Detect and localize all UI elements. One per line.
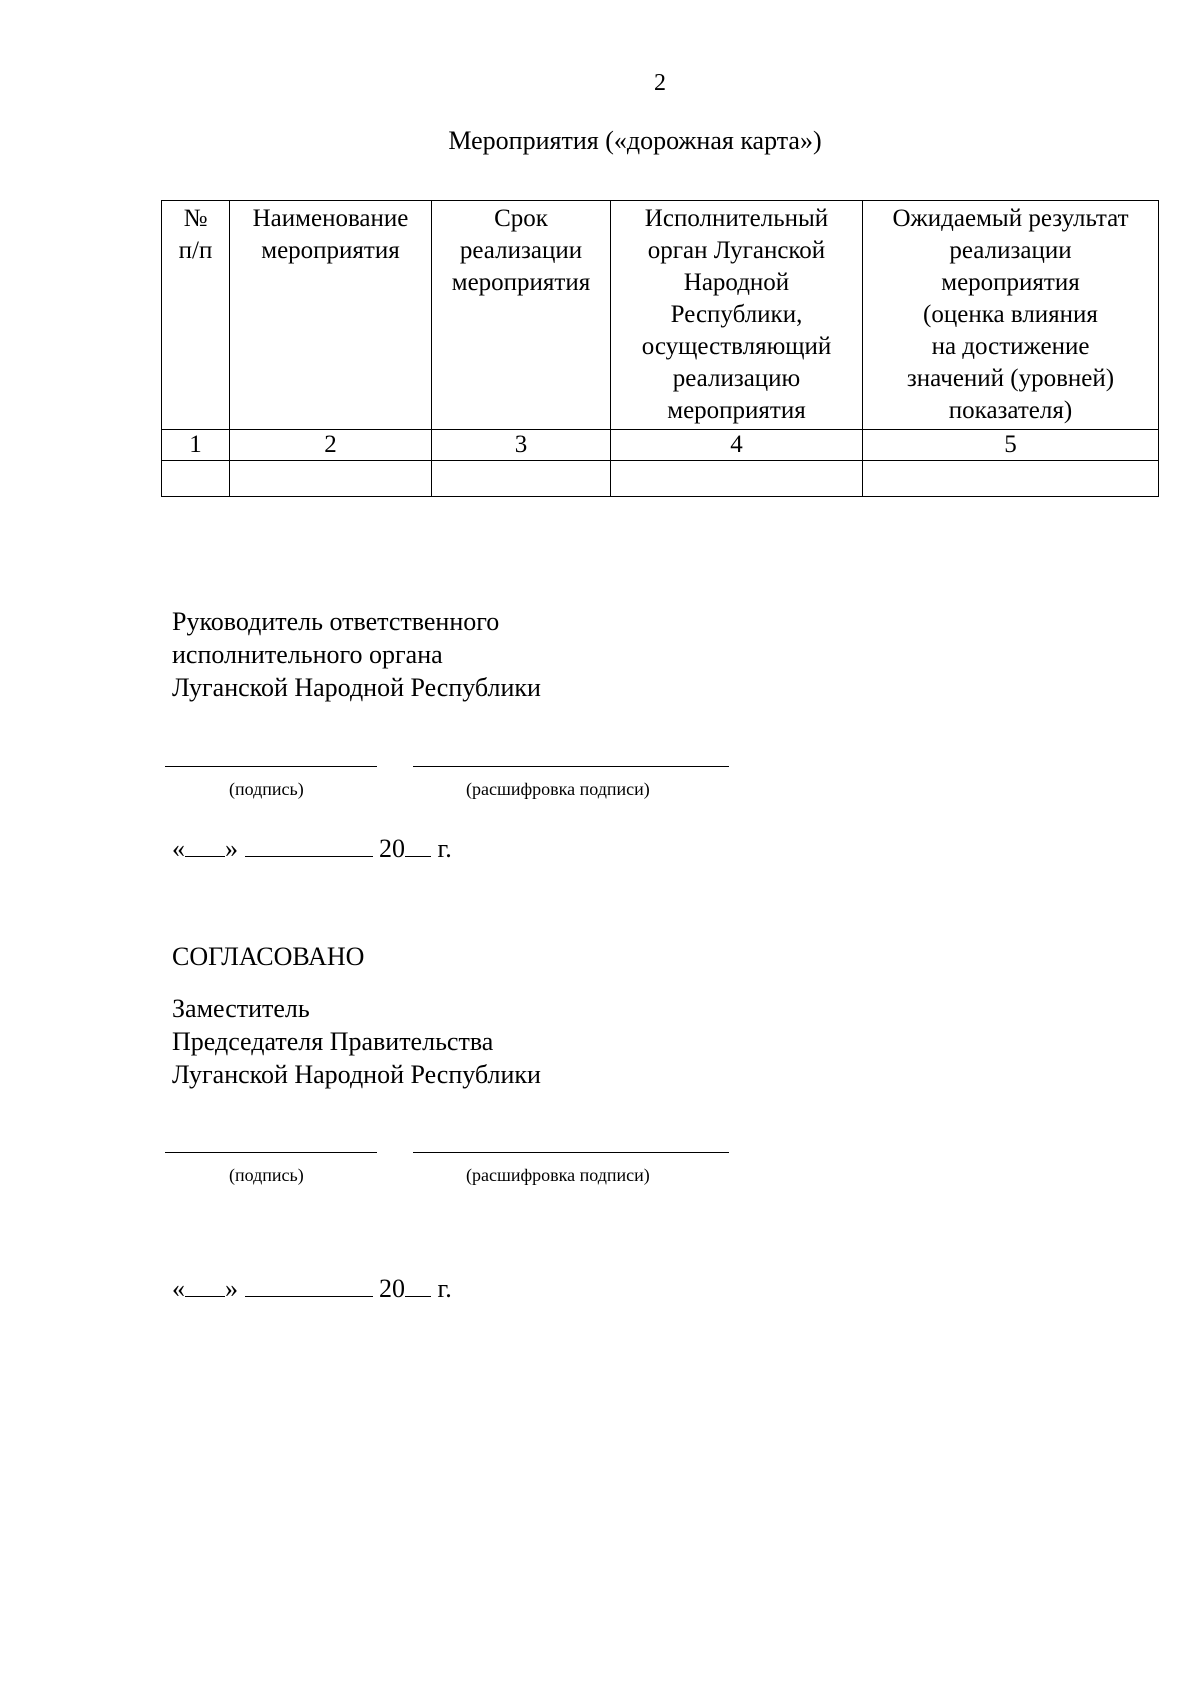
date-line: « » 20 г. xyxy=(172,834,452,863)
day-blank[interactable] xyxy=(185,1274,225,1297)
head-position-line: Луганской Народной Республики xyxy=(172,673,541,702)
approval-signature-line[interactable] xyxy=(165,1152,377,1153)
approval-heading: СОГЛАСОВАНО xyxy=(172,942,365,971)
signature-line[interactable] xyxy=(165,766,377,767)
empty-cell[interactable] xyxy=(863,461,1159,497)
page-number: 2 xyxy=(654,70,666,96)
approval-position-line: Луганской Народной Республики xyxy=(172,1060,541,1089)
signature-decode-line[interactable] xyxy=(413,766,729,767)
head-position-line: исполнительного органа xyxy=(172,640,443,669)
head-position-block xyxy=(172,605,541,704)
column-number-cell: 5 xyxy=(863,430,1159,461)
empty-cell[interactable] xyxy=(432,461,611,497)
month-blank[interactable] xyxy=(245,834,373,857)
month-blank[interactable] xyxy=(245,1274,373,1297)
year-blank[interactable] xyxy=(405,1274,431,1297)
approval-signature-decode-line[interactable] xyxy=(413,1152,729,1153)
header-cell-number: № п/п xyxy=(162,201,230,430)
approval-signature-decode-caption: (расшифровка подписи) xyxy=(466,1165,650,1185)
head-position-line: Руководитель ответственного xyxy=(172,607,500,636)
page-title: Мероприятия («дорожная карта») xyxy=(448,126,822,155)
empty-cell[interactable] xyxy=(611,461,863,497)
approval-date-line: « » 20 г. xyxy=(172,1274,452,1303)
table-row xyxy=(162,461,1159,497)
column-number-row xyxy=(162,430,1159,461)
header-cell-deadline: Срок реализации мероприятия xyxy=(432,201,611,430)
roadmap-table xyxy=(161,200,1159,497)
column-number-cell: 1 xyxy=(162,430,230,461)
column-number-cell: 4 xyxy=(611,430,863,461)
approval-position-line: Председателя Правительства xyxy=(172,1027,494,1056)
day-blank[interactable] xyxy=(185,834,225,857)
header-cell-result: Ожидаемый результат реализации мероприятия (оценка влияния на достижение значений (уровней) показателя) xyxy=(863,201,1159,430)
approval-signature-caption: (подпись) xyxy=(229,1165,304,1185)
approval-position-block xyxy=(172,992,541,1091)
header-cell-executor: Исполнительный орган Луганской Народной Республики, осуществляющий реализацию мероприятия xyxy=(611,201,863,430)
signature-caption: (подпись) xyxy=(229,779,304,799)
header-cell-name: Наименование мероприятия xyxy=(230,201,432,430)
signature-decode-caption: (расшифровка подписи) xyxy=(466,779,650,799)
column-number-cell: 2 xyxy=(230,430,432,461)
empty-cell[interactable] xyxy=(162,461,230,497)
empty-cell[interactable] xyxy=(230,461,432,497)
approval-position-line: Заместитель xyxy=(172,994,310,1023)
table-header-row xyxy=(162,201,1159,430)
year-blank[interactable] xyxy=(405,834,431,857)
column-number-cell: 3 xyxy=(432,430,611,461)
